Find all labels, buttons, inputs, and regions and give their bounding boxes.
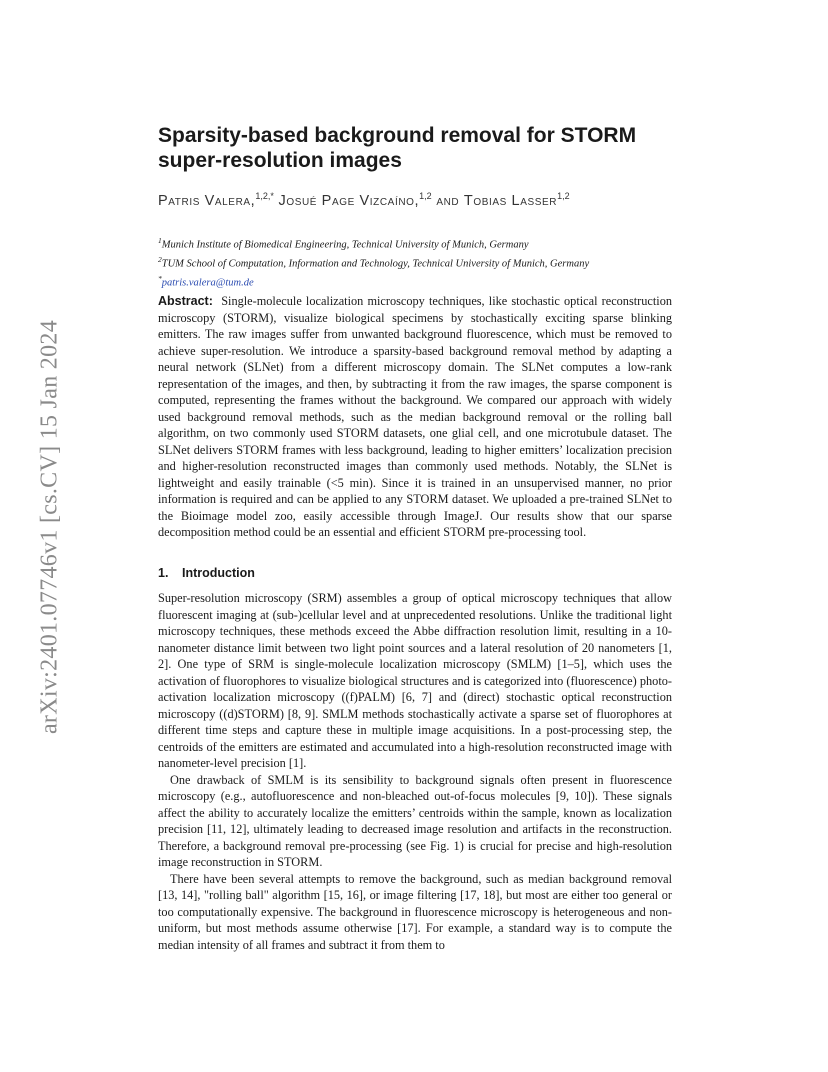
affiliation-line (158, 272, 678, 291)
body-paragraph: Super-resolution microscopy (SRM) assembles a group of optical microscopy techniques that allow fluorescent imaging at (sub-)cellular level and at unprecedented resolutions. Unlike the traditional light microscopy techniques, these methods exceed the Abbe diffraction resolution limit, resulting in a 10-nanometer distance limit between two light point sources and a lateral resolution of 20 nanometers [1, 2]. One type of SRM is single-molecule localization microscopy (SMLM) [1–5], which uses the activation of fluorophores to visualize biological structures and is categorized into (fluorescence) photo-activation localization microscopy ((f)PALM) [6, 7] and (direct) stochastic optical reconstruction microscopy ((d)STORM) [8, 9]. SMLM methods stochastically activate a sparse set of fluorophores at different time steps and capture these in multiple image acquisitions. In a post-processing step, the centroids of the emitters are estimated and accumulated into a high-resolution reconstructed image with nanometer-level precision [1]. (158, 591, 672, 770)
abstract-label: Abstract: (158, 294, 213, 308)
affiliation-text: Munich Institute of Biomedical Engineering, Technical University of Munich, Germany (161, 239, 529, 251)
section-heading (158, 566, 255, 580)
affiliation-text: TUM School of Computation, Information and Technology, Technical University of Munich, Germany (161, 258, 590, 270)
affiliation-line (158, 234, 678, 253)
author-affiliation-mark: 1,2 (419, 191, 432, 201)
affiliation-line (158, 253, 678, 272)
author-conjunction: and (436, 192, 460, 209)
section-number: 1. (158, 566, 169, 580)
section-title: Introduction (182, 566, 255, 580)
affiliation-mark: 1 (158, 236, 162, 245)
author-name: Tobias Lasser (463, 192, 558, 209)
author-name: Patris Valera, (158, 192, 256, 209)
author-affiliation-mark: 1,2,* (255, 191, 274, 201)
arxiv-identifier: arXiv:2401.07746v1 [cs.CV] 15 Jan 2024 (36, 319, 63, 735)
abstract-text: Single-molecule localization microscopy techniques, like stochastic optical reconstruction microscopy (STORM), visualize biological specimens by stochastically exciting sparse blinking emitters. The raw images suffer from unwanted background fluorescence, which must be removed to achieve super-resolution. We introduce a sparsity-based background removal method by adapting a neural network (SLNet) from a different microscopy domain. The SLNet computes a low-rank representation of the images, and then, by subtracting it from the raw images, the sparse component is computed, representing the frames without the background. We compared our approach with widely used background removal methods, such as the median background removal or the rolling ball algorithm, on two commonly used STORM datasets, one glial cell, and one microtubule dataset. The SLNet delivers STORM frames with less background, leading to higher emitters’ localization precision and higher-resolution reconstructed images than commonly used methods. Notably, the SLNet is lightweight and easily trainable (<5 min). Since it is trained in an unsupervised manner, no prior information is required and can be applied to any STORM dataset. We uploaded a pre-trained SLNet to the Bioimage model zoo, easily accessible through ImageJ. Our results show that our sparse decomposition method could be an essential and efficient STORM pre-processing tool. (158, 294, 672, 539)
section-body (158, 590, 672, 953)
paper-title: Sparsity-based background removal for STORM super-resolution images (158, 124, 637, 172)
author-list (158, 186, 678, 211)
corresponding-email-link[interactable]: patris.valera@tum.de (161, 277, 254, 289)
author-affiliation-mark: 1,2 (557, 191, 570, 201)
body-paragraph: One drawback of SMLM is its sensibility to background signals often present in fluorescence microscopy (e.g., autofluorescence and non-bleached out-of-focus molecules [9, 10]). These signals affect the ability to accurately localize the emitters’ centroids within the sample, known as localization precision [11, 12], ultimately leading to decreased image resolution and artifacts in the reconstruction. Therefore, a background removal pre-processing (see Fig. 1) is crucial for precise and high-resolution image reconstruction in STORM. (158, 772, 672, 869)
author-name: Josué Page Vizcaíno, (278, 192, 420, 209)
body-paragraph: There have been several attempts to remove the background, such as median background removal [13, 14], "rolling ball" algorithm [15, 16], or image filtering [17, 18], but most are either too general or too computationally expensive. The background in fluorescence microscopy is heterogeneous and non-uniform, but most methods assume otherwise [17]. For example, a standard way is to compute the median intensity of all frames and subtract it from them to (158, 871, 672, 952)
abstract (158, 293, 672, 541)
affiliation-mark: 2 (158, 255, 162, 264)
affiliations (158, 234, 678, 291)
corresponding-mark: * (158, 274, 162, 283)
